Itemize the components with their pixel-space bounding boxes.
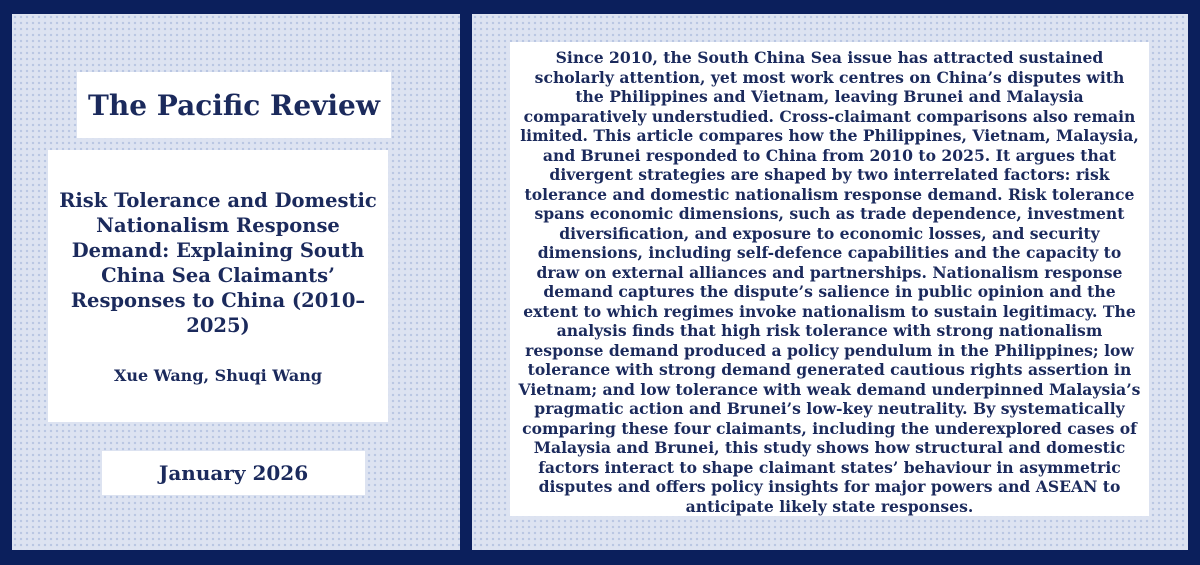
left-panel [12, 14, 460, 550]
right-panel [472, 14, 1188, 550]
paper-title: Risk Tolerance and Domestic Nationalism Response Demand: Explaining South China Sea Claimants’ Responses to China (2010–2025) [59, 189, 377, 337]
authors: Xue Wang, Shuqi Wang [113, 366, 323, 385]
abstract-card [510, 42, 1149, 516]
date-card [102, 451, 365, 495]
publication-date: January 2026 [158, 461, 309, 485]
journal-name-card [77, 72, 391, 138]
journal-name: The Pacific Review [88, 88, 380, 122]
abstract-text: Since 2010, the South China Sea issue has attracted sustained scholarly attention, yet most work centres on China’s disputes with the Philippines and Vietnam, leaving Brunei and Malaysia comparatively understudied. Cross-claimant comparisons also remain limited. This article compares how the Philippines, Vietnam, Malaysia, and Brunei responded to China from 2010 to 2025. It argues that divergent strategies are shaped by two interrelated factors: risk tolerance and domestic nationalism response demand. Risk tolerance spans economic dimensions, such as trade dependence, investment diversification, and exposure to economic losses, and security dimensions, including self-defence capabilities and the capacity to draw on external alliances and partnerships. Nationalism response demand captures the dispute’s salience in public opinion and the extent to which regimes invoke nationalism to sustain legitimacy. The analysis finds that high risk tolerance with strong nationalism response demand produced a policy pendulum in the Philippines; low tolerance with strong demand generated cautious rights assertion in Vietnam; and low tolerance with weak demand underpinned Malaysia’s pragmatic action and Brunei’s low-key neutrality. By systematically comparing these four claimants, including the underexplored cases of Malaysia and Brunei, this study shows how structural and domestic factors interact to shape claimant states’ behaviour in asymmetric disputes and offers policy insights for major powers and ASEAN to anticipate likely state responses. [518, 48, 1141, 516]
title-card [48, 150, 388, 422]
